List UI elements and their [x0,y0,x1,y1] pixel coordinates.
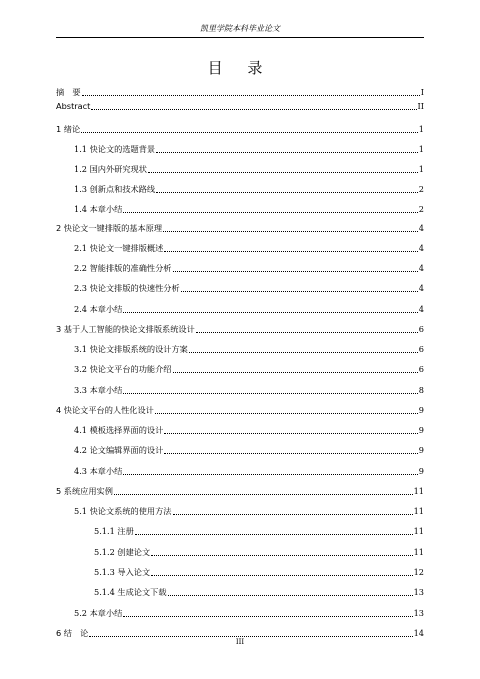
toc-leader-dots [173,271,418,272]
toc-entry-label: 6 结 论 [56,628,89,638]
toc-leader-dots [114,494,413,495]
toc-leader-dots [123,616,412,617]
toc-entry-page: 9 [418,466,424,476]
toc-entry[interactable] [56,141,424,155]
toc-entry-label: 4.2 论文编辑界面的设计 [74,445,164,455]
toc-entry-label: 2.4 本章小结 [74,304,123,314]
toc-entry-label: 1 绪论 [56,124,81,134]
toc-leader-dots [189,352,418,353]
toc-leader-dots [148,172,418,173]
page-number: III [235,638,245,646]
toc-entry-label: 3.2 快论文平台的功能介绍 [74,364,172,374]
toc-entry-page: 9 [418,425,424,435]
toc-entry-label: 4.3 本章小结 [74,466,123,476]
toc-entry-page: I [420,87,424,97]
toc-entry[interactable] [56,121,424,135]
toc-entry-page: 6 [418,364,424,374]
toc-entry-label: 3 基于人工智能的快论文排版系统设计 [56,324,195,334]
toc-entry-page: 9 [418,445,424,455]
toc-entry[interactable] [56,321,424,335]
header-rule [56,37,424,38]
toc-entry-label: 5.1.2 创建论文 [94,547,151,557]
toc-entry-page: 4 [418,283,424,293]
toc-leader-dots [151,575,412,576]
toc-entry-label: 1.4 本章小结 [74,204,123,214]
toc-entry-page: 13 [413,608,424,618]
toc-entry-page: 2 [418,204,424,214]
toc-entry[interactable] [56,625,424,639]
toc-leader-dots [156,152,418,153]
toc-entry[interactable] [56,361,424,375]
toc-leader-dots [123,474,417,475]
toc-entry[interactable] [56,181,424,195]
toc-entry-page: 8 [418,385,424,395]
toc-entry-page: 4 [418,223,424,233]
toc-leader-dots [196,332,418,333]
toc-leader-dots [82,95,420,96]
running-header: 凯里学院本科毕业论文 [200,24,280,33]
toc-entry[interactable] [56,301,424,315]
toc-entry[interactable] [56,605,424,619]
toc-entry-label: 2 快论文一键排版的基本原理 [56,223,163,233]
toc-entry-page: 6 [418,324,424,334]
toc-leader-dots [164,251,417,252]
toc-leader-dots [123,312,417,313]
toc-entry[interactable] [56,584,424,598]
toc-entry-page: 1 [418,144,424,154]
toc-entry-label: 1.3 创新点和技术路线 [74,184,156,194]
toc-entry[interactable] [56,544,424,558]
toc-entry[interactable] [56,84,424,98]
toc-entry[interactable] [56,280,424,294]
toc-entry[interactable] [56,260,424,274]
toc-entry-label: 4.1 模板选择界面的设计 [74,425,164,435]
toc-leader-dots [155,413,418,414]
toc-entry-label: 5.1 快论文系统的使用方法 [74,506,172,516]
toc-leader-dots [91,109,416,110]
toc-entry-label: 5 系统应用实例 [56,486,113,496]
toc-entry[interactable] [56,564,424,578]
toc-entry-label: 5.2 本章小结 [74,608,123,618]
toc-entry-label: 1.1 快论文的选题背景 [74,144,156,154]
toc-entry-page: 6 [418,344,424,354]
toc-entry-page: 4 [418,243,424,253]
toc-entry-page: 13 [413,587,424,597]
toc-entry-page: 11 [413,526,424,536]
toc-leader-dots [156,192,418,193]
toc-leader-dots [135,534,413,535]
toc-entry[interactable] [56,341,424,355]
toc-entry-page: 12 [413,567,424,577]
toc-entry[interactable] [56,523,424,537]
toc-entry-label: 2.1 快论文一键排版概述 [74,243,164,253]
toc-entry[interactable] [56,503,424,517]
toc-leader-dots [181,291,418,292]
toc-entry-label: 1.2 国内外研究现状 [74,164,147,174]
toc-entry-label: 5.1.4 生成论文下载 [94,587,167,597]
toc-entry-page: 11 [413,486,424,496]
toc-entry-page: 1 [418,124,424,134]
toc-entry-label: Abstract [56,101,91,111]
toc-leader-dots [173,372,418,373]
toc-title: 目 录 [207,59,273,77]
toc-entry[interactable] [56,402,424,416]
toc-entry-label: 5.1.1 注册 [94,526,134,536]
toc-entry-page: 11 [413,506,424,516]
toc-entry-label: 3.1 快论文排版系统的设计方案 [74,344,188,354]
toc-entry[interactable] [56,161,424,175]
toc-entry[interactable] [56,422,424,436]
toc-entry[interactable] [56,463,424,477]
toc-leader-dots [81,132,418,133]
toc-entry-label: 4 快论文平台的人性化设计 [56,405,154,415]
toc-leader-dots [168,595,413,596]
toc-entry-label: 摘 要 [56,87,81,97]
toc-entry-page: II [417,101,424,111]
toc-entry-label: 2.3 快论文排版的快速性分析 [74,283,180,293]
toc-leader-dots [173,514,413,515]
toc-entry[interactable] [56,382,424,396]
toc-leader-dots [151,555,412,556]
toc-leader-dots [164,433,417,434]
toc-leader-dots [123,212,417,213]
toc-entry[interactable] [56,483,424,497]
toc-leader-dots [123,393,417,394]
toc-entry-page: 14 [413,628,424,638]
toc-entry-page: 9 [418,405,424,415]
toc-entry-page: 4 [418,304,424,314]
toc-entry-label: 2.2 智能排版的准确性分析 [74,263,172,273]
toc-entry[interactable] [56,220,424,234]
toc-entry[interactable] [56,240,424,254]
toc-leader-dots [164,453,417,454]
toc-entry-page: 2 [418,184,424,194]
toc-leader-dots [89,636,412,637]
toc-entry-label: 3.3 本章小结 [74,385,123,395]
toc-entry[interactable] [56,442,424,456]
toc-entry-page: 11 [413,547,424,557]
toc-leader-dots [163,231,418,232]
toc-entry-page: 1 [418,164,424,174]
toc-entry[interactable] [56,98,424,112]
toc-entry-label: 5.1.3 导入论文 [94,567,151,577]
toc-entry-page: 4 [418,263,424,273]
toc-entry[interactable] [56,201,424,215]
